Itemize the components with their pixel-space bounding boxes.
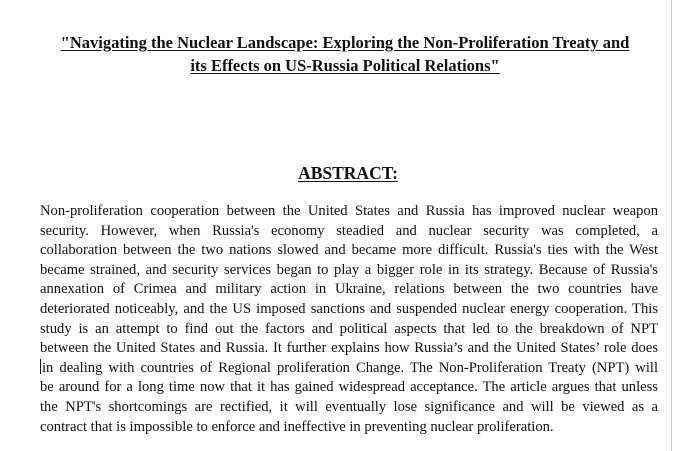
abstract-line-7: study is an attempt to find out the factors and political aspects that led to the breakdown of NPT [40,320,658,337]
abstract-body[interactable] [40,202,658,437]
page-edge [671,0,672,451]
abstract-line-1: Non-proliferation cooperation between the United States and Russia has improved nuclear weapon [40,203,658,219]
abstract-line-8: between the United States and Russia. It further explains how Russia’s and the United States’ role does [40,340,658,357]
abstract-line-2: security. However, when Russia's economy steadied and nuclear security was completed, a [40,222,658,239]
abstract-line-11: the NPT's shortcomings are rectified, it will eventually lose significance and will be viewed as a [40,398,658,415]
document-title [30,31,660,77]
abstract-line-10: be around for a long time now that it has gained widespread acceptance. The article argues that unless [40,379,658,396]
abstract-line-5: annexation of Crimea and military action in Ukraine, relations between the two countries have [40,281,658,298]
abstract-line-9-wrap [40,359,658,379]
abstract-line-9: in dealing with countries of Regional proliferation Change. The Non-Proliferation Treaty (NPT) will [42,359,658,376]
abstract-line-12: contract that is impossible to enforce and ineffective in preventing nuclear proliferation. [40,418,554,435]
title-line-2: its Effects on US-Russia Political Relations" [190,56,500,75]
abstract-heading: ABSTRACT: [298,163,398,183]
title-line-1: "Navigating the Nuclear Landscape: Exploring the Non-Proliferation Treaty and [60,33,630,52]
abstract-line-6: deteriorated noticeably, and the US imposed sanctions and suspended nuclear energy cooperation. This [40,300,658,317]
abstract-line-3: collaboration between the two nations slowed and became more difficult. Russia's ties with the West [40,242,658,259]
text-cursor [40,359,41,374]
abstract-line-4: became strained, and security services began to play a bigger role in its strategy. Because of Russia's [40,261,658,278]
